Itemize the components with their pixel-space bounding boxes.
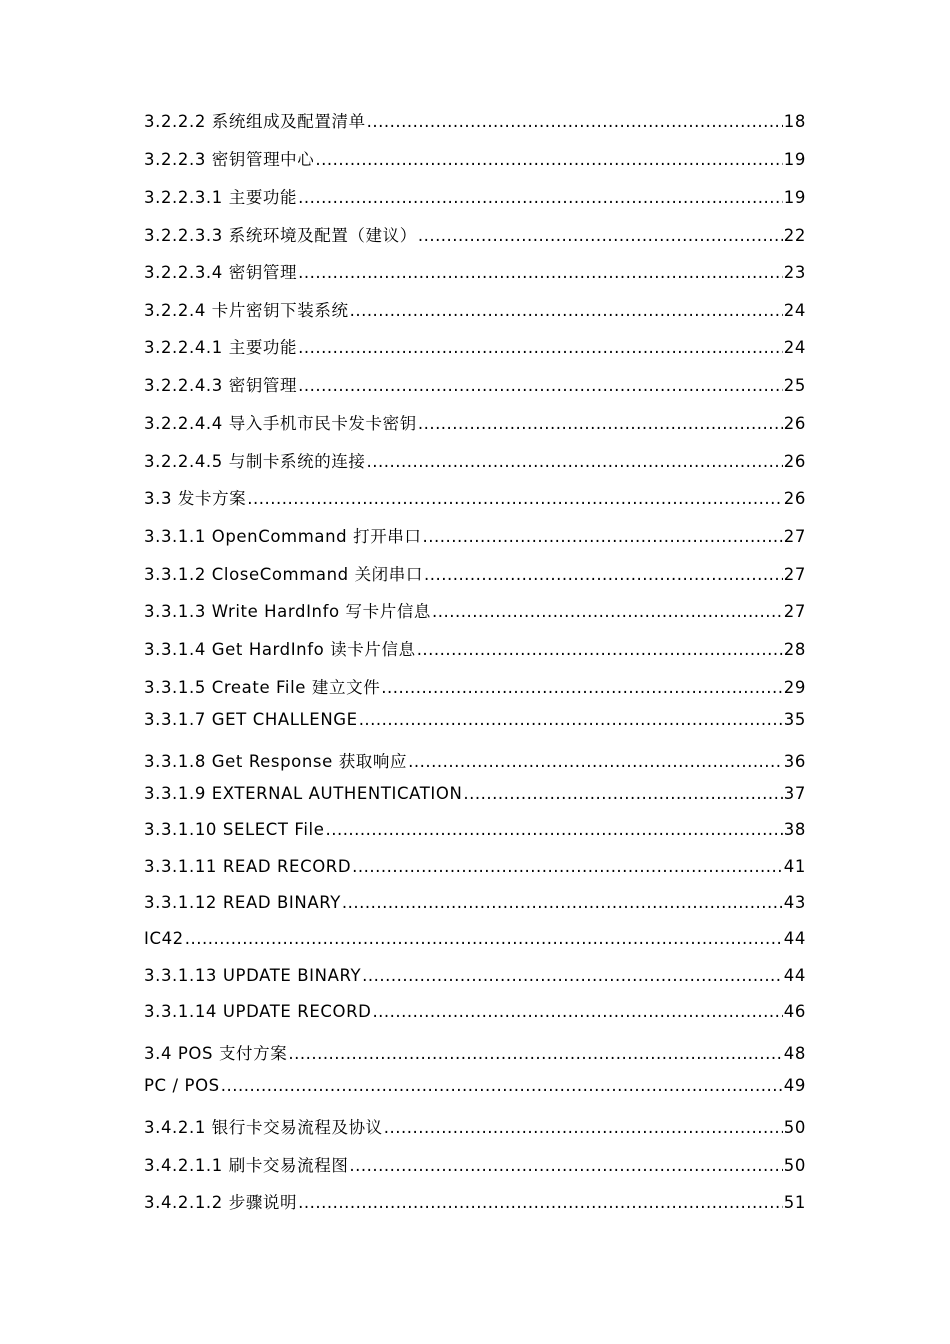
toc-entry[interactable]	[144, 857, 806, 876]
toc-page-number: 19	[783, 188, 806, 207]
toc-entry[interactable]	[144, 485, 806, 509]
toc-leader-dots	[367, 112, 783, 131]
toc-leader-dots	[298, 188, 783, 207]
toc-entry[interactable]	[144, 222, 806, 246]
toc-page-number: 29	[783, 678, 806, 697]
toc-leader-dots	[288, 1044, 782, 1063]
toc-page-number: 26	[783, 489, 806, 508]
toc-page-number: 41	[783, 857, 806, 876]
toc-leader-dots	[359, 710, 783, 729]
toc-entry[interactable]	[144, 108, 806, 132]
toc-page-number: 50	[783, 1118, 806, 1137]
toc-leader-dots	[381, 678, 783, 697]
toc-page-number: 28	[783, 640, 806, 659]
toc-leader-dots	[325, 820, 782, 839]
toc-page-number: 36	[783, 752, 806, 771]
toc-entry[interactable]	[144, 598, 806, 622]
toc-entry-title: PC / POS	[144, 1076, 220, 1095]
toc-entry-title: 3.3.1.14 UPDATE RECORD	[144, 1002, 372, 1021]
toc-entry[interactable]	[144, 1040, 806, 1064]
toc-entry[interactable]	[144, 1076, 806, 1095]
toc-entry-title: 3.3.1.2 CloseCommand 关闭串口	[144, 565, 423, 584]
toc-entry[interactable]	[144, 372, 806, 396]
toc-leader-dots	[298, 376, 783, 395]
toc-leader-dots	[352, 857, 783, 876]
toc-page-number: 24	[783, 338, 806, 357]
toc-entry[interactable]	[144, 448, 806, 472]
toc-page-number: 37	[783, 784, 806, 803]
toc-entry-title: 3.2.2.3 密钥管理中心	[144, 150, 315, 169]
toc-entry-title: 3.3.1.13 UPDATE BINARY	[144, 966, 362, 985]
toc-leader-dots	[221, 1076, 783, 1095]
toc-entry-title: 3.3.1.10 SELECT File	[144, 820, 325, 839]
toc-entry[interactable]	[144, 748, 806, 772]
toc-page-number: 26	[783, 414, 806, 433]
toc-entry[interactable]	[144, 966, 806, 985]
toc-page-number: 46	[783, 1002, 806, 1021]
toc-entry-title: 3.2.2.2 系统组成及配置清单	[144, 112, 366, 131]
toc-entry[interactable]	[144, 784, 806, 803]
toc-page-number: 44	[783, 966, 806, 985]
toc-entry[interactable]	[144, 561, 806, 585]
toc-page-number: 27	[783, 527, 806, 546]
toc-leader-dots	[384, 1118, 783, 1137]
toc-entry-title: 3.3.1.1 OpenCommand 打开串口	[144, 527, 422, 546]
toc-leader-dots	[418, 226, 783, 245]
toc-page-number: 26	[783, 452, 806, 471]
toc-entry[interactable]	[144, 410, 806, 434]
toc-entry[interactable]	[144, 1189, 806, 1213]
toc-leader-dots	[463, 784, 782, 803]
toc-entry[interactable]	[144, 1114, 806, 1138]
toc-entry[interactable]	[144, 297, 806, 321]
toc-page-number: 23	[783, 263, 806, 282]
toc-page-number: 48	[783, 1044, 806, 1063]
toc-entry[interactable]	[144, 523, 806, 547]
toc-entry-title: 3.4.2.1.2 步骤说明	[144, 1193, 298, 1212]
toc-entry-title: IC42	[144, 929, 184, 948]
toc-leader-dots	[367, 452, 783, 471]
toc-page-number: 19	[783, 150, 806, 169]
toc-leader-dots	[432, 602, 783, 621]
toc-entry-title: 3.3 发卡方案	[144, 489, 247, 508]
toc-entry[interactable]	[144, 334, 806, 358]
toc-page-number: 22	[783, 226, 806, 245]
toc-page-number: 50	[783, 1156, 806, 1175]
toc-entry-title: 3.4.2.1 银行卡交易流程及协议	[144, 1118, 383, 1137]
toc-page-number: 24	[783, 301, 806, 320]
toc-entry-title: 3.3.1.8 Get Response 获取响应	[144, 752, 408, 771]
toc-entry[interactable]	[144, 820, 806, 839]
toc-entry-title: 3.3.1.3 Write HardInfo 写卡片信息	[144, 602, 432, 621]
toc-page-number: 43	[783, 893, 806, 912]
toc-page-number: 51	[783, 1193, 806, 1212]
toc-entry-title: 3.2.2.4.3 密钥管理	[144, 376, 298, 395]
toc-leader-dots	[298, 338, 783, 357]
toc-entry-title: 3.3.1.9 EXTERNAL AUTHENTICATION	[144, 784, 463, 803]
toc-leader-dots	[424, 565, 783, 584]
toc-leader-dots	[298, 1193, 783, 1212]
toc-entry[interactable]	[144, 893, 806, 912]
toc-entry[interactable]	[144, 146, 806, 170]
toc-entry[interactable]	[144, 636, 806, 660]
toc-leader-dots	[408, 752, 783, 771]
toc-entry[interactable]	[144, 710, 806, 729]
toc-leader-dots	[350, 301, 783, 320]
toc-leader-dots	[362, 966, 783, 985]
toc-leader-dots	[372, 1002, 782, 1021]
toc-entry-title: 3.4 POS 支付方案	[144, 1044, 288, 1063]
toc-leader-dots	[342, 893, 783, 912]
toc-entry-title: 3.3.1.7 GET CHALLENGE	[144, 710, 358, 729]
toc-leader-dots	[185, 929, 783, 948]
toc-entry-title: 3.2.2.3.3 系统环境及配置（建议）	[144, 226, 417, 245]
toc-entry-title: 3.3.1.4 Get HardInfo 读卡片信息	[144, 640, 416, 659]
toc-page-number: 27	[783, 565, 806, 584]
toc-entry[interactable]	[144, 929, 806, 948]
toc-leader-dots	[423, 527, 783, 546]
toc-entry[interactable]	[144, 1002, 806, 1021]
toc-page-number: 44	[783, 929, 806, 948]
toc-page-number: 35	[783, 710, 806, 729]
toc-entry[interactable]	[144, 674, 806, 698]
toc-entry[interactable]	[144, 259, 806, 283]
toc-leader-dots	[247, 489, 783, 508]
toc-leader-dots	[315, 150, 782, 169]
toc-leader-dots	[349, 1156, 782, 1175]
toc-page-number: 25	[783, 376, 806, 395]
toc-leader-dots	[418, 414, 783, 433]
toc-entry-title: 3.2.2.3.4 密钥管理	[144, 263, 298, 282]
toc-entry[interactable]	[144, 184, 806, 208]
toc-leader-dots	[298, 263, 783, 282]
toc-entry-title: 3.2.2.4.4 导入手机市民卡发卡密钥	[144, 414, 417, 433]
toc-page-number: 49	[783, 1076, 806, 1095]
toc-page-number: 38	[783, 820, 806, 839]
toc-entry-title: 3.2.2.3.1 主要功能	[144, 188, 298, 207]
toc-page-number: 27	[783, 602, 806, 621]
toc-entry-title: 3.2.2.4.1 主要功能	[144, 338, 298, 357]
toc-page-number: 18	[783, 112, 806, 131]
toc-entry-title: 3.3.1.5 Create File 建立文件	[144, 678, 381, 697]
toc-entry-title: 3.2.2.4 卡片密钥下装系统	[144, 301, 349, 320]
toc-entry-title: 3.4.2.1.1 刷卡交易流程图	[144, 1156, 349, 1175]
toc-leader-dots	[417, 640, 783, 659]
toc-entry-title: 3.2.2.4.5 与制卡系统的连接	[144, 452, 366, 471]
toc-entry[interactable]	[144, 1152, 806, 1176]
toc-entry-title: 3.3.1.11 READ RECORD	[144, 857, 352, 876]
toc-entry-title: 3.3.1.12 READ BINARY	[144, 893, 341, 912]
